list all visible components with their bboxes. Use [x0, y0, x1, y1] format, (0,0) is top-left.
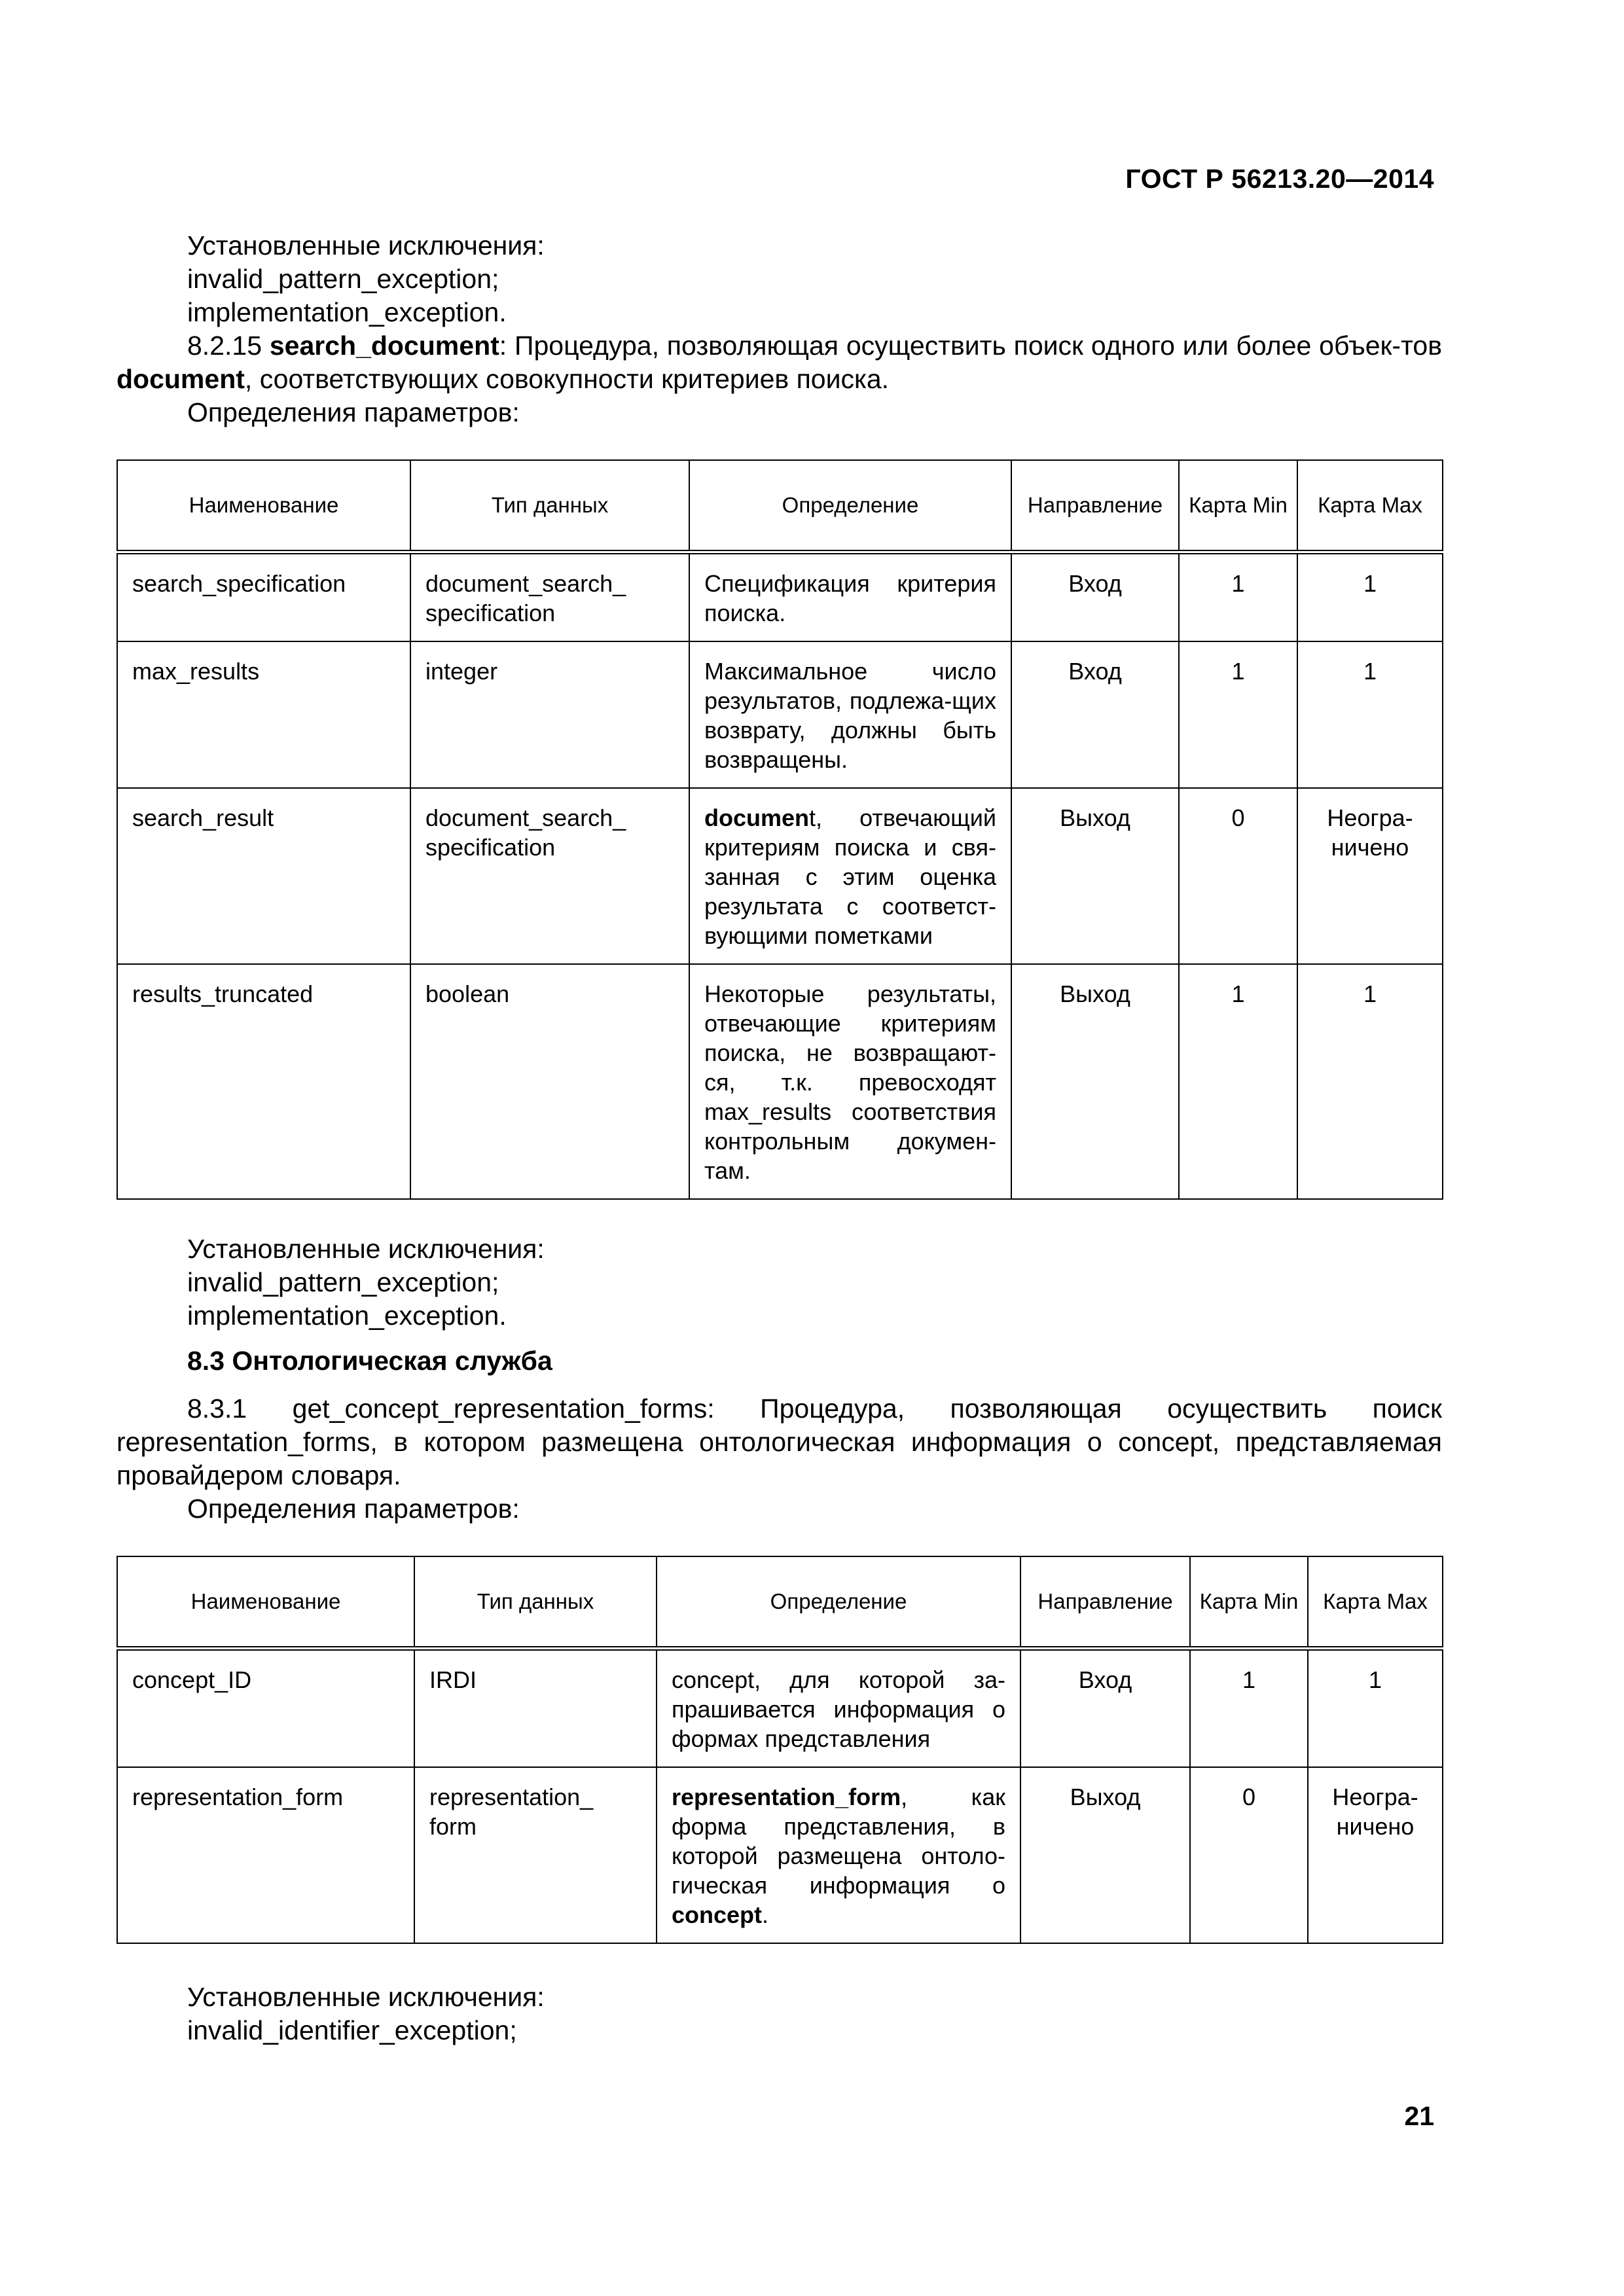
param-direction: Выход [1011, 964, 1179, 1199]
definition-bold: documen [704, 804, 810, 831]
definition-text: t, отвечающий критериям поиска и свя-занная с этим оценка результата с соответст-вующими пометками [704, 804, 996, 949]
definition-text-end: . [762, 1901, 769, 1928]
exception-item: implementation_exception. [187, 297, 507, 327]
procedure-description-search-document [117, 329, 1442, 396]
table-row [117, 641, 1443, 788]
param-name: search_result [117, 788, 410, 964]
definition-text: , как форма представления, в которой размещена онтоло-гическая информация о [672, 1784, 1005, 1899]
param-definition: concept, для которой за-прашивается информация о формах представления [657, 1649, 1020, 1768]
exception-item: invalid_identifier_exception; [187, 2015, 517, 2045]
table-row [117, 552, 1443, 642]
header-name: Наименование [117, 1556, 414, 1649]
param-direction: Выход [1011, 788, 1179, 964]
param-min: 1 [1179, 641, 1297, 788]
page-content [117, 229, 1442, 2047]
param-type: boolean [410, 964, 689, 1199]
description-text: : Процедура, позволяющая осуществить поиск одного или более объек-тов [499, 331, 1442, 361]
header-min: Карта Min [1190, 1556, 1308, 1649]
exceptions-label: Установленные исключения: [187, 230, 545, 260]
section-title-ontology-service: 8.3 Онтологическая служба [187, 1346, 552, 1376]
param-type: IRDI [414, 1649, 657, 1768]
param-name: max_results [117, 641, 410, 788]
header-direction: Направление [1011, 460, 1179, 552]
exception-item: invalid_pattern_exception; [187, 1267, 499, 1297]
param-max: 1 [1297, 641, 1443, 788]
exception-item: invalid_pattern_exception; [187, 264, 499, 294]
param-min: 1 [1179, 964, 1297, 1199]
exception-item: implementation_exception. [187, 1300, 507, 1331]
param-definition [657, 1767, 1020, 1943]
param-type: representation_ form [414, 1767, 657, 1943]
param-direction: Вход [1011, 552, 1179, 642]
param-min: 0 [1190, 1767, 1308, 1943]
header-type: Тип данных [414, 1556, 657, 1649]
header-direction: Направление [1020, 1556, 1190, 1649]
param-type: integer [410, 641, 689, 788]
param-max: 1 [1297, 552, 1443, 642]
param-definition: Максимальное число результатов, подлежа-щих возврату, должны быть возвращены. [689, 641, 1011, 788]
param-name: search_specification [117, 552, 410, 642]
table-row [117, 788, 1443, 964]
param-type: document_search_ specification [410, 788, 689, 964]
header-min: Карта Min [1179, 460, 1297, 552]
param-min: 1 [1179, 552, 1297, 642]
definition-bold: representation_form [672, 1784, 901, 1810]
header-max: Карта Max [1297, 460, 1443, 552]
table-header-row [117, 460, 1443, 552]
param-definition: Спецификация критерия поиска. [689, 552, 1011, 642]
param-definition [689, 788, 1011, 964]
params-label: Определения параметров: [187, 1494, 520, 1524]
exceptions-block-1 [117, 229, 1442, 329]
param-name: results_truncated [117, 964, 410, 1199]
param-max: 1 [1297, 964, 1443, 1199]
parameters-table-search-document [117, 459, 1443, 1200]
param-type: document_search_ specification [410, 552, 689, 642]
param-direction: Вход [1011, 641, 1179, 788]
exceptions-block-3 [117, 1981, 1442, 2047]
table-row [117, 964, 1443, 1199]
page-number: 21 [1404, 2101, 1434, 2131]
param-direction: Вход [1020, 1649, 1190, 1768]
header-max: Карта Max [1308, 1556, 1443, 1649]
table-row [117, 1767, 1443, 1943]
table-header-row [117, 1556, 1443, 1649]
param-min: 0 [1179, 788, 1297, 964]
param-name: representation_form [117, 1767, 414, 1943]
param-max: Неогра-ничено [1297, 788, 1443, 964]
header-definition: Определение [689, 460, 1011, 552]
definition-bold: concept [672, 1901, 763, 1928]
section-number: 8.2.15 [187, 331, 262, 361]
parameters-table-get-concept-representation-forms [117, 1556, 1443, 1944]
header-type: Тип данных [410, 460, 689, 552]
param-min: 1 [1190, 1649, 1308, 1768]
header-name: Наименование [117, 460, 410, 552]
table-row [117, 1649, 1443, 1768]
procedure-description-get-concept-representation-forms: 8.3.1 get_concept_representation_forms: Процедура, позволяющая осуществить поиск representation_forms, в котором размещена онтологическая информация о concept, представляемая провайдером словаря. [117, 1393, 1442, 1490]
param-name: concept_ID [117, 1649, 414, 1768]
description-text-end: , соответствующих совокупности критериев поиска. [244, 364, 890, 394]
exceptions-block-2 [117, 1232, 1442, 1333]
exceptions-label: Установленные исключения: [187, 1982, 545, 2012]
document-header: ГОСТ Р 56213.20—2014 [1125, 164, 1434, 194]
object-name: document [117, 364, 245, 394]
param-direction: Выход [1020, 1767, 1190, 1943]
param-definition: Некоторые результаты, отвечающие критериям поиска, не возвращают-ся, т.к. превосходят max_results соответствия контрольным докумен-там. [689, 964, 1011, 1199]
param-max: Неогра-ничено [1308, 1767, 1443, 1943]
param-max: 1 [1308, 1649, 1443, 1768]
header-definition: Определение [657, 1556, 1020, 1649]
procedure-name: search_document [269, 331, 499, 361]
params-label: Определения параметров: [187, 397, 520, 427]
exceptions-label: Установленные исключения: [187, 1234, 545, 1264]
